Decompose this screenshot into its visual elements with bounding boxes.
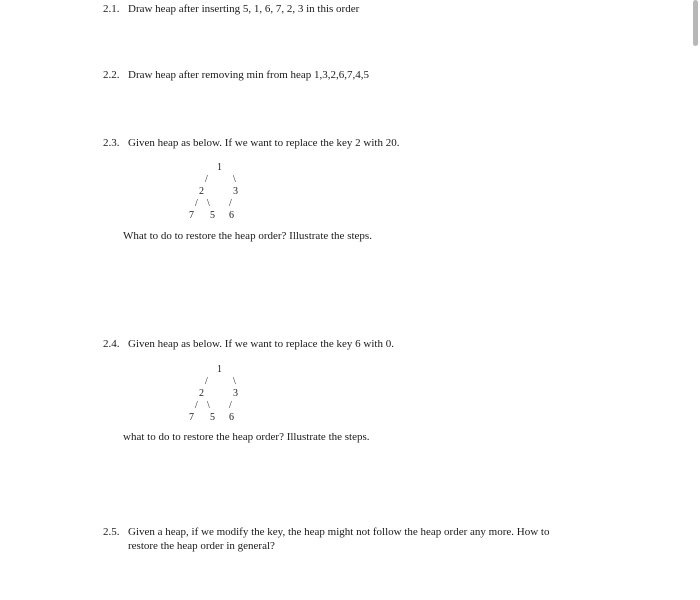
question-text: Given heap as below. If we want to replace the key 6 with 0. bbox=[128, 338, 394, 350]
question-followup: what to do to restore the heap order? Illustrate the steps. bbox=[123, 431, 370, 443]
tree-node: 6 bbox=[229, 210, 234, 221]
tree-edge: \ bbox=[233, 174, 236, 185]
tree-edge: / bbox=[229, 198, 232, 209]
tree-node: 3 bbox=[233, 388, 238, 399]
question-number: 2.3. bbox=[103, 137, 120, 149]
heap-tree-diagram bbox=[185, 364, 265, 434]
tree-node: 5 bbox=[210, 412, 215, 423]
question-followup: What to do to restore the heap order? Illustrate the steps. bbox=[123, 230, 372, 242]
tree-edge: / bbox=[229, 400, 232, 411]
tree-edge: / bbox=[195, 400, 198, 411]
tree-edge: / bbox=[205, 174, 208, 185]
vertical-scrollbar[interactable] bbox=[693, 0, 698, 46]
question-text-line2: restore the heap order in general? bbox=[128, 540, 275, 552]
question-number: 2.4. bbox=[103, 338, 120, 350]
question-number: 2.2. bbox=[103, 69, 120, 81]
tree-node: 7 bbox=[189, 412, 194, 423]
question-text: Draw heap after removing min from heap 1,3,2,6,7,4,5 bbox=[128, 69, 370, 81]
heap-tree-diagram bbox=[185, 162, 265, 232]
tree-node-root: 1 bbox=[217, 162, 222, 173]
question-number: 2.5. bbox=[103, 526, 120, 538]
tree-edge: \ bbox=[207, 198, 210, 209]
tree-node: 5 bbox=[210, 210, 215, 221]
tree-node: 2 bbox=[199, 186, 204, 197]
tree-edge: \ bbox=[233, 376, 236, 387]
tree-node: 3 bbox=[233, 186, 238, 197]
tree-edge: / bbox=[195, 198, 198, 209]
question-text: Given heap as below. If we want to replace the key 2 with 20. bbox=[128, 137, 400, 149]
question-text: Draw heap after inserting 5, 1, 6, 7, 2, 3 in this order bbox=[128, 3, 360, 15]
tree-node: 2 bbox=[199, 388, 204, 399]
tree-node-root: 1 bbox=[217, 364, 222, 375]
question-text: Given a heap, if we modify the key, the heap might not follow the heap order any more. How to bbox=[128, 526, 550, 538]
tree-edge: / bbox=[205, 376, 208, 387]
tree-node: 7 bbox=[189, 210, 194, 221]
question-number: 2.1. bbox=[103, 3, 120, 15]
tree-node: 6 bbox=[229, 412, 234, 423]
tree-edge: \ bbox=[207, 400, 210, 411]
